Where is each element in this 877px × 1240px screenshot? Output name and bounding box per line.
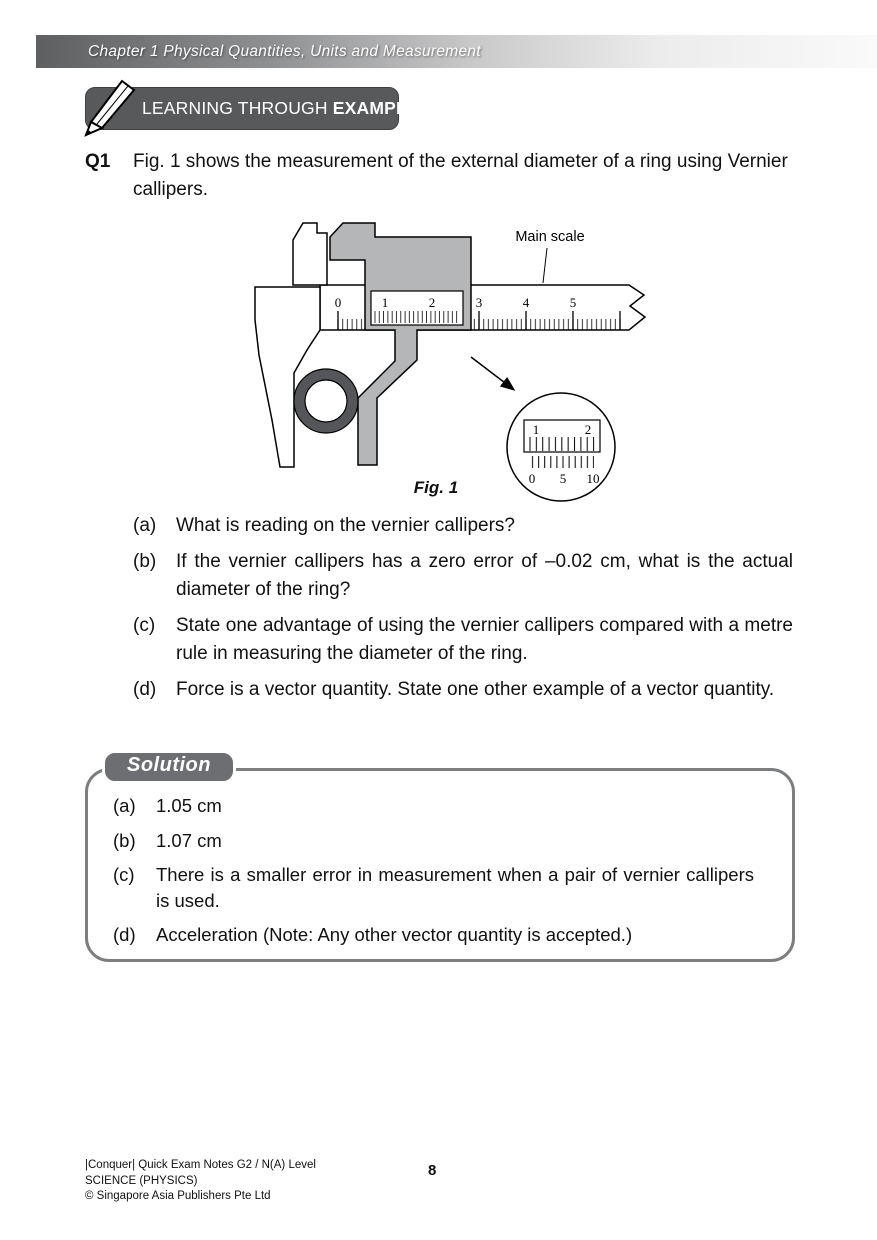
vernier-scale-ticks [373,311,459,323]
main-scale-number: 0 [334,295,342,310]
page-number: 8 [428,1162,437,1179]
question-part-a [133,512,793,540]
part-label: (d) [133,679,157,700]
solution-label: (a) [113,795,136,816]
footer-imprint [85,1158,316,1205]
question-part-c [133,612,793,668]
figure-caption: Fig. 1 [413,478,459,497]
solution-label: (b) [113,829,136,851]
pen-icon [76,78,140,138]
question-parts [133,512,793,712]
learning-examples-badge [85,87,431,130]
part-text: If the vernier callipers has a zero error of –0.02 cm, what is the actual diameter of the ring? [176,551,793,600]
footer-line-2: SCIENCE (PHYSICS) [85,1174,198,1187]
main-scale-label: Main scale [515,229,585,245]
solution-label: (d) [113,924,136,945]
zoom-vernier-ticks [530,456,594,468]
ring-inner-outline [305,380,347,422]
badge-label-regular: LEARNING THROUGH [142,98,333,118]
question-number: Q1 [85,151,111,172]
zoom-vernier-number: 10 [586,471,600,486]
main-scale-number: 1 [381,295,389,310]
solution-label: (c) [113,864,135,885]
zoom-main-number: 1 [532,422,540,437]
badge-label-bold: EXAMPLES [332,98,431,118]
solution-item-d [113,922,754,948]
vernier-slider [330,223,471,465]
solution-box [85,754,795,962]
solution-text: 1.07 cm [156,829,222,851]
main-scale-number: 2 [428,295,436,310]
solution-tab: Solution [102,750,236,784]
chapter-title: Chapter 1 Physical Quantities, Units and Measurement [88,42,481,60]
part-label: (b) [133,551,157,572]
zoom-arrow [471,357,513,389]
main-scale-number: 3 [475,295,483,310]
main-scale-number: 4 [522,295,530,310]
part-label: (c) [133,615,156,636]
part-text: State one advantage of using the vernier callipers compared with a metre rule in measuring the diameter of the ring. [176,615,793,664]
zoom-vernier-number: 0 [528,471,536,486]
question-part-b [133,548,793,604]
figure-container [225,215,665,515]
solution-text: 1.05 cm [156,795,222,816]
part-text: Force is a vector quantity. State one other example of a vector quantity. [176,679,775,700]
footer-line-1: |Conquer| Quick Exam Notes G2 / N(A) Level [85,1159,316,1171]
badge-label [142,98,431,119]
question-q1 [85,148,797,203]
zoom-main-number: 2 [584,422,592,437]
solution-item-a [113,793,754,819]
main-scale-pointer-line [543,248,547,283]
solution-item-b [113,828,754,854]
vernier-callipers-figure [225,215,665,515]
question-part-d [133,676,793,704]
zoom-vernier-number: 5 [559,471,567,486]
fixed-head-piece [293,223,327,285]
footer-line-3: © Singapore Asia Publishers Pte Ltd [85,1190,271,1202]
solution-item-c [113,862,754,913]
part-text: What is reading on the vernier callipers? [176,515,516,536]
ring [300,375,353,428]
solution-text: There is a smaller error in measurement when a pair of vernier callipers is used. [156,864,754,911]
part-label: (a) [133,515,157,536]
zoom-main-ticks [527,437,597,451]
solution-text: Acceleration (Note: Any other vector quantity is accepted.) [156,924,633,945]
question-intro: Fig. 1 shows the measurement of the external diameter of a ring using Vernier callipers. [133,151,788,200]
main-scale-number: 5 [569,295,577,310]
chapter-header-band [36,35,877,68]
